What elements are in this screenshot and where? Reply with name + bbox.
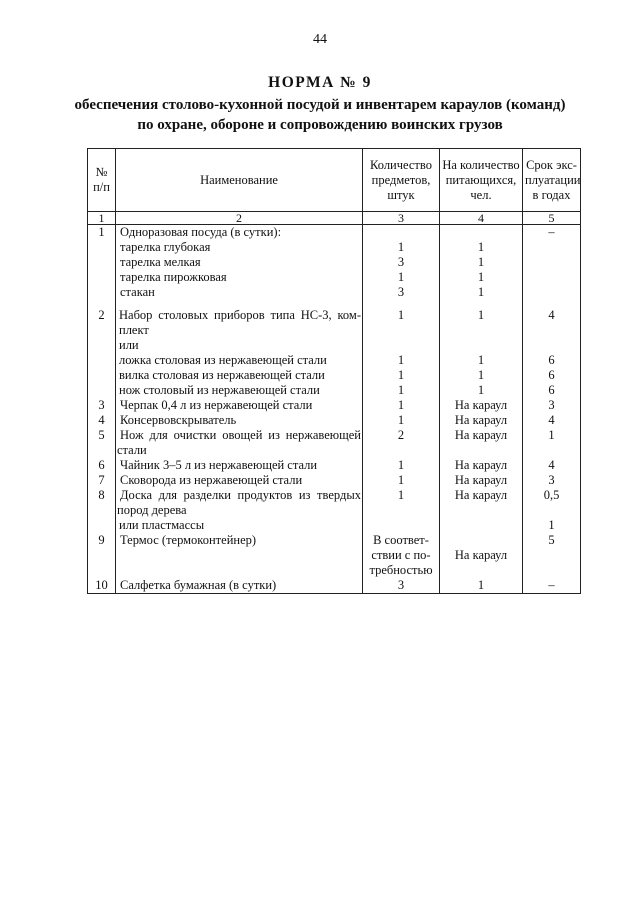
table-row bbox=[88, 353, 581, 368]
row-name-line-2: пород дерева bbox=[117, 503, 187, 517]
row-qty: 3 bbox=[363, 255, 440, 270]
row-number bbox=[88, 285, 116, 300]
row-name: тарелка мелкая bbox=[116, 255, 363, 270]
row-qty-line-1: В соответ- bbox=[373, 533, 429, 547]
row-term: 1 bbox=[523, 428, 581, 458]
row-per: На караул bbox=[440, 473, 523, 488]
row-number: 7 bbox=[88, 473, 116, 488]
row-name: Салфетка бумажная (в сутки) bbox=[116, 578, 363, 594]
row-name-line-2: плект bbox=[119, 323, 149, 337]
row-number: 4 bbox=[88, 413, 116, 428]
norm-table bbox=[87, 148, 581, 594]
page-title: НОРМА № 9 bbox=[268, 74, 372, 91]
row-number: 5 bbox=[88, 428, 116, 458]
row-name: или bbox=[116, 338, 363, 353]
column-number: 5 bbox=[523, 212, 581, 225]
row-qty: 3 bbox=[363, 578, 440, 594]
row-number: 3 bbox=[88, 398, 116, 413]
row-number: 6 bbox=[88, 458, 116, 473]
row-qty-line-3: требностью bbox=[369, 563, 433, 577]
row-qty bbox=[363, 518, 440, 533]
row-name: вилка столовая из нержавеющей стали bbox=[116, 368, 363, 383]
row-name: тарелка глубокая bbox=[116, 240, 363, 255]
row-qty: 2 bbox=[363, 428, 440, 458]
row-term bbox=[523, 240, 581, 255]
row-qty bbox=[363, 533, 440, 578]
row-qty bbox=[363, 225, 440, 241]
row-term: 5 bbox=[523, 533, 581, 578]
row-number: 10 bbox=[88, 578, 116, 594]
row-number: 1 bbox=[88, 225, 116, 241]
header-term: Срок экс-плуатации в годах bbox=[523, 149, 581, 212]
row-qty: 1 bbox=[363, 398, 440, 413]
row-term: – bbox=[523, 225, 581, 241]
row-spacer bbox=[88, 300, 581, 308]
row-term: 4 bbox=[523, 413, 581, 428]
row-term: – bbox=[523, 578, 581, 594]
row-per: На караул bbox=[440, 458, 523, 473]
row-term: 0,5 bbox=[523, 488, 581, 518]
header-name: Наименование bbox=[116, 149, 363, 212]
table-row bbox=[88, 270, 581, 285]
table-row bbox=[88, 308, 581, 338]
row-per bbox=[440, 338, 523, 353]
row-term: 6 bbox=[523, 353, 581, 368]
row-term bbox=[523, 285, 581, 300]
row-name-line-2: стали bbox=[117, 443, 147, 457]
row-qty: 1 bbox=[363, 270, 440, 285]
row-qty-line-2: ствии с по- bbox=[371, 548, 431, 562]
table-row bbox=[88, 458, 581, 473]
row-term bbox=[523, 255, 581, 270]
row-name: ложка столовая из нержавеющей стали bbox=[116, 353, 363, 368]
header-num: № п/п bbox=[88, 149, 116, 212]
row-name: Консервовскрыватель bbox=[116, 413, 363, 428]
row-number: 9 bbox=[88, 533, 116, 578]
row-name: Чайник 3–5 л из нержавеющей стали bbox=[116, 458, 363, 473]
row-term: 3 bbox=[523, 398, 581, 413]
row-term bbox=[523, 270, 581, 285]
row-qty: 3 bbox=[363, 285, 440, 300]
column-number: 4 bbox=[440, 212, 523, 225]
row-qty: 1 bbox=[363, 308, 440, 338]
table-row bbox=[88, 240, 581, 255]
table-row bbox=[88, 473, 581, 488]
row-per: 1 bbox=[440, 285, 523, 300]
row-per: 1 bbox=[440, 578, 523, 594]
row-per: 1 bbox=[440, 383, 523, 398]
row-per: 1 bbox=[440, 353, 523, 368]
table-row bbox=[88, 368, 581, 383]
column-number: 3 bbox=[363, 212, 440, 225]
row-per bbox=[440, 225, 523, 241]
row-qty: 1 bbox=[363, 488, 440, 518]
row-number bbox=[88, 338, 116, 353]
table-row bbox=[88, 428, 581, 458]
row-term: 6 bbox=[523, 383, 581, 398]
row-per bbox=[440, 518, 523, 533]
row-per: 1 bbox=[440, 270, 523, 285]
row-name: Черпак 0,4 л из нержавеющей стали bbox=[116, 398, 363, 413]
table-row bbox=[88, 488, 581, 518]
row-per: 1 bbox=[440, 255, 523, 270]
row-qty: 1 bbox=[363, 240, 440, 255]
row-per: На караул bbox=[440, 488, 523, 518]
row-number bbox=[88, 368, 116, 383]
row-qty: 1 bbox=[363, 413, 440, 428]
row-name-line-1: Нож для очистки овощей из нержавеющей bbox=[120, 428, 361, 442]
table-row bbox=[88, 383, 581, 398]
table-row bbox=[88, 413, 581, 428]
row-qty: 1 bbox=[363, 383, 440, 398]
row-name: Одноразовая посуда (в сутки): bbox=[116, 225, 363, 241]
row-name: Сковорода из нержавеющей стали bbox=[116, 473, 363, 488]
row-per: 1 bbox=[440, 368, 523, 383]
page-number: 44 bbox=[313, 32, 327, 47]
row-number bbox=[88, 518, 116, 533]
column-number-row bbox=[88, 212, 581, 225]
table-row bbox=[88, 533, 581, 578]
row-term: 6 bbox=[523, 368, 581, 383]
row-number bbox=[88, 383, 116, 398]
row-name bbox=[116, 428, 363, 458]
subtitle-line-2: по охране, обороне и сопровождению воинских грузов bbox=[137, 117, 503, 133]
header-qty: Количество предметов, штук bbox=[363, 149, 440, 212]
row-number bbox=[88, 270, 116, 285]
row-per: На караул bbox=[440, 413, 523, 428]
row-name bbox=[116, 308, 363, 338]
row-term bbox=[523, 338, 581, 353]
row-name: или пластмассы bbox=[116, 518, 363, 533]
row-term: 4 bbox=[523, 458, 581, 473]
row-term: 4 bbox=[523, 308, 581, 338]
table-row bbox=[88, 398, 581, 413]
table-row bbox=[88, 285, 581, 300]
table-header-row bbox=[88, 149, 581, 212]
row-per: 1 bbox=[440, 308, 523, 338]
row-name: нож столовый из нержавеющей стали bbox=[116, 383, 363, 398]
row-number bbox=[88, 240, 116, 255]
table-row bbox=[88, 255, 581, 270]
row-name: стакан bbox=[116, 285, 363, 300]
row-qty: 1 bbox=[363, 458, 440, 473]
row-per: На караул bbox=[440, 428, 523, 458]
table-row bbox=[88, 518, 581, 533]
table-row bbox=[88, 578, 581, 594]
row-name-line-1: Доска для разделки продуктов из твердых bbox=[120, 488, 361, 502]
row-per: 1 bbox=[440, 240, 523, 255]
header-per: На количество питающихся, чел. bbox=[440, 149, 523, 212]
row-per: На караул bbox=[440, 533, 523, 578]
column-number: 1 bbox=[88, 212, 116, 225]
row-name bbox=[116, 488, 363, 518]
row-qty bbox=[363, 338, 440, 353]
table-row bbox=[88, 338, 581, 353]
row-number bbox=[88, 353, 116, 368]
row-per: На караул bbox=[440, 398, 523, 413]
row-qty: 1 bbox=[363, 368, 440, 383]
row-term: 3 bbox=[523, 473, 581, 488]
row-number: 2 bbox=[88, 308, 116, 338]
row-qty: 1 bbox=[363, 473, 440, 488]
row-name-line-1: Набор столовых приборов типа НС-3, ком- bbox=[119, 308, 361, 322]
row-name: тарелка пирожковая bbox=[116, 270, 363, 285]
row-name: Термос (термоконтейнер) bbox=[116, 533, 363, 578]
subtitle-line-1: обеспечения столово-кухонной посудой и инвентарем караулов (команд) bbox=[74, 97, 566, 113]
row-number: 8 bbox=[88, 488, 116, 518]
table-row bbox=[88, 225, 581, 241]
row-term: 1 bbox=[523, 518, 581, 533]
row-qty: 1 bbox=[363, 353, 440, 368]
column-number: 2 bbox=[116, 212, 363, 225]
row-number bbox=[88, 255, 116, 270]
